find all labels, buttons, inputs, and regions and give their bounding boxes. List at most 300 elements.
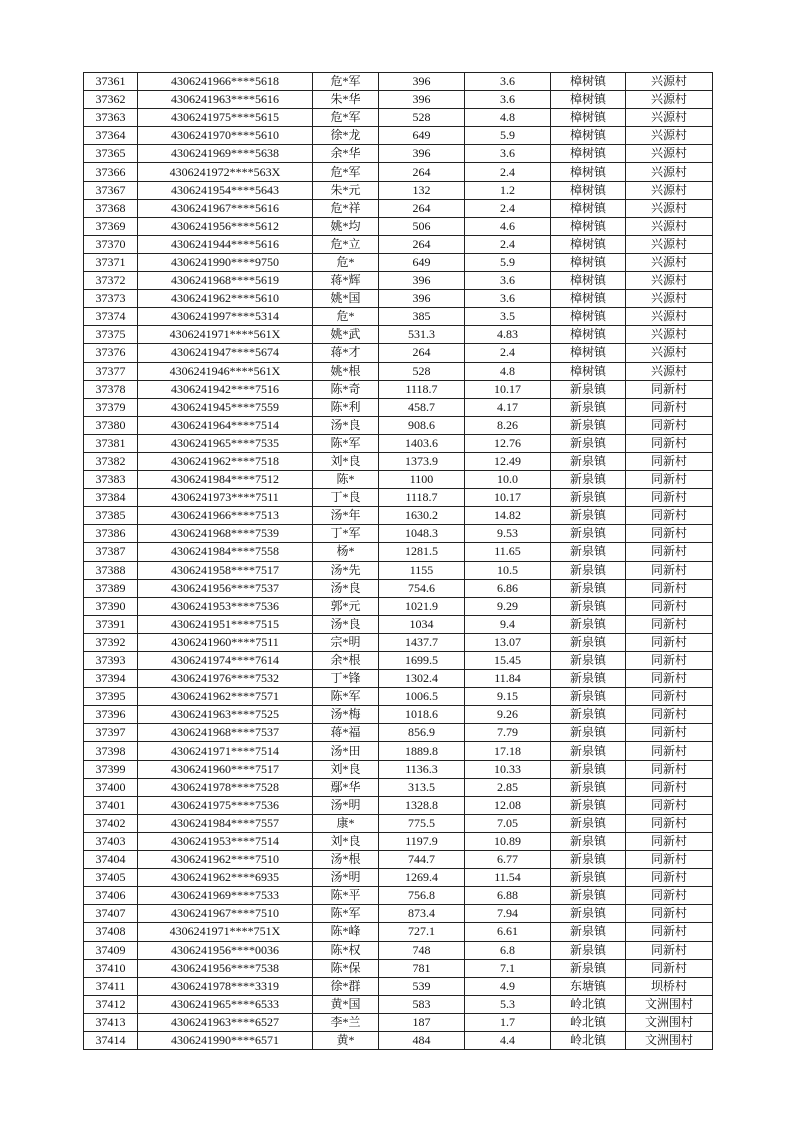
- cell-town: 新泉镇: [551, 670, 626, 688]
- cell-amount: 7.1: [465, 959, 551, 977]
- cell-id-number: 4306241956****0036: [138, 941, 313, 959]
- cell-amount: 6.77: [465, 851, 551, 869]
- cell-amount: 2.4: [465, 199, 551, 217]
- cell-id-number: 4306241967****7510: [138, 905, 313, 923]
- cell-village: 同新村: [626, 814, 713, 832]
- cell-town: 新泉镇: [551, 742, 626, 760]
- cell-town: 新泉镇: [551, 452, 626, 470]
- table-row: [84, 489, 713, 507]
- cell-name: 蒋*福: [313, 724, 379, 742]
- cell-town: 新泉镇: [551, 489, 626, 507]
- cell-town: 新泉镇: [551, 561, 626, 579]
- cell-village: 同新村: [626, 778, 713, 796]
- table-row: [84, 1013, 713, 1031]
- table-row: [84, 326, 713, 344]
- table-row: [84, 471, 713, 489]
- cell-row-number: 37391: [84, 615, 138, 633]
- cell-row-number: 37409: [84, 941, 138, 959]
- cell-amount: 2.4: [465, 235, 551, 253]
- cell-id-number: 4306241973****7511: [138, 489, 313, 507]
- data-table: [83, 72, 713, 1050]
- cell-row-number: 37378: [84, 380, 138, 398]
- cell-village: 同新村: [626, 869, 713, 887]
- cell-town: 樟树镇: [551, 326, 626, 344]
- cell-area: 583: [379, 995, 465, 1013]
- cell-row-number: 37402: [84, 814, 138, 832]
- cell-area: 396: [379, 290, 465, 308]
- cell-town: 樟树镇: [551, 181, 626, 199]
- cell-amount: 10.5: [465, 561, 551, 579]
- cell-area: 1006.5: [379, 688, 465, 706]
- table-row: [84, 91, 713, 109]
- cell-village: 同新村: [626, 760, 713, 778]
- cell-amount: 15.45: [465, 652, 551, 670]
- cell-amount: 9.4: [465, 615, 551, 633]
- cell-id-number: 4306241971****7514: [138, 742, 313, 760]
- cell-name: 蒋*辉: [313, 272, 379, 290]
- cell-row-number: 37390: [84, 597, 138, 615]
- cell-town: 新泉镇: [551, 633, 626, 651]
- cell-id-number: 4306241968****7537: [138, 724, 313, 742]
- cell-amount: 6.8: [465, 941, 551, 959]
- cell-name: 危*军: [313, 109, 379, 127]
- cell-name: 汤*年: [313, 507, 379, 525]
- cell-id-number: 4306241971****561X: [138, 326, 313, 344]
- cell-name: 汤*先: [313, 561, 379, 579]
- cell-row-number: 37389: [84, 579, 138, 597]
- cell-village: 兴源村: [626, 290, 713, 308]
- cell-name: 陈*峰: [313, 923, 379, 941]
- cell-area: 1699.5: [379, 652, 465, 670]
- cell-village: 兴源村: [626, 181, 713, 199]
- cell-id-number: 4306241960****7517: [138, 760, 313, 778]
- cell-town: 新泉镇: [551, 688, 626, 706]
- cell-town: 新泉镇: [551, 507, 626, 525]
- cell-town: 新泉镇: [551, 941, 626, 959]
- cell-id-number: 4306241942****7516: [138, 380, 313, 398]
- cell-village: 同新村: [626, 452, 713, 470]
- table-row: [84, 290, 713, 308]
- cell-row-number: 37367: [84, 181, 138, 199]
- cell-name: 汤*良: [313, 416, 379, 434]
- cell-id-number: 4306241962****7518: [138, 452, 313, 470]
- cell-name: 陈*军: [313, 688, 379, 706]
- cell-area: 264: [379, 344, 465, 362]
- cell-village: 兴源村: [626, 253, 713, 271]
- cell-area: 539: [379, 977, 465, 995]
- cell-town: 岭北镇: [551, 1013, 626, 1031]
- cell-area: 649: [379, 127, 465, 145]
- cell-amount: 11.84: [465, 670, 551, 688]
- cell-village: 同新村: [626, 959, 713, 977]
- cell-amount: 2.4: [465, 163, 551, 181]
- cell-amount: 4.83: [465, 326, 551, 344]
- cell-id-number: 4306241962****7571: [138, 688, 313, 706]
- table-row: [84, 163, 713, 181]
- cell-row-number: 37368: [84, 199, 138, 217]
- cell-village: 同新村: [626, 471, 713, 489]
- cell-village: 文洲围村: [626, 1013, 713, 1031]
- cell-row-number: 37412: [84, 995, 138, 1013]
- cell-name: 丁*锋: [313, 670, 379, 688]
- cell-town: 新泉镇: [551, 832, 626, 850]
- table-row: [84, 507, 713, 525]
- cell-village: 兴源村: [626, 344, 713, 362]
- cell-name: 陈*: [313, 471, 379, 489]
- cell-row-number: 37376: [84, 344, 138, 362]
- cell-row-number: 37395: [84, 688, 138, 706]
- cell-town: 樟树镇: [551, 290, 626, 308]
- cell-id-number: 4306241997****5314: [138, 308, 313, 326]
- cell-town: 东塘镇: [551, 977, 626, 995]
- table-row: [84, 579, 713, 597]
- table-row: [84, 597, 713, 615]
- cell-name: 杨*: [313, 543, 379, 561]
- cell-name: 刘*良: [313, 832, 379, 850]
- cell-id-number: 4306241967****5616: [138, 199, 313, 217]
- cell-village: 同新村: [626, 615, 713, 633]
- table-row: [84, 145, 713, 163]
- cell-amount: 6.61: [465, 923, 551, 941]
- cell-town: 樟树镇: [551, 272, 626, 290]
- cell-area: 1034: [379, 615, 465, 633]
- cell-name: 危*: [313, 308, 379, 326]
- cell-row-number: 37406: [84, 887, 138, 905]
- cell-area: 132: [379, 181, 465, 199]
- cell-village: 同新村: [626, 561, 713, 579]
- cell-town: 新泉镇: [551, 760, 626, 778]
- cell-row-number: 37397: [84, 724, 138, 742]
- cell-area: 748: [379, 941, 465, 959]
- cell-id-number: 4306241946****561X: [138, 362, 313, 380]
- table-row: [84, 670, 713, 688]
- cell-row-number: 37399: [84, 760, 138, 778]
- cell-town: 樟树镇: [551, 163, 626, 181]
- cell-row-number: 37401: [84, 796, 138, 814]
- table-row: [84, 362, 713, 380]
- cell-row-number: 37373: [84, 290, 138, 308]
- cell-row-number: 37393: [84, 652, 138, 670]
- cell-id-number: 4306241971****751X: [138, 923, 313, 941]
- cell-name: 康*: [313, 814, 379, 832]
- cell-village: 同新村: [626, 796, 713, 814]
- cell-area: 649: [379, 253, 465, 271]
- cell-area: 908.6: [379, 416, 465, 434]
- cell-town: 樟树镇: [551, 109, 626, 127]
- cell-village: 文洲围村: [626, 995, 713, 1013]
- cell-name: 汤*明: [313, 869, 379, 887]
- cell-town: 樟树镇: [551, 145, 626, 163]
- cell-area: 1302.4: [379, 670, 465, 688]
- table-row: [84, 869, 713, 887]
- cell-area: 396: [379, 91, 465, 109]
- cell-area: 528: [379, 109, 465, 127]
- table-row: [84, 778, 713, 796]
- cell-row-number: 37414: [84, 1031, 138, 1049]
- cell-village: 同新村: [626, 832, 713, 850]
- cell-row-number: 37400: [84, 778, 138, 796]
- cell-row-number: 37408: [84, 923, 138, 941]
- cell-area: 264: [379, 235, 465, 253]
- cell-id-number: 4306241978****3319: [138, 977, 313, 995]
- cell-town: 樟树镇: [551, 308, 626, 326]
- cell-amount: 5.9: [465, 253, 551, 271]
- cell-amount: 3.5: [465, 308, 551, 326]
- cell-town: 新泉镇: [551, 905, 626, 923]
- cell-town: 新泉镇: [551, 851, 626, 869]
- cell-village: 同新村: [626, 525, 713, 543]
- table-row: [84, 525, 713, 543]
- cell-town: 新泉镇: [551, 652, 626, 670]
- cell-name: 危*立: [313, 235, 379, 253]
- cell-town: 岭北镇: [551, 995, 626, 1013]
- cell-row-number: 37365: [84, 145, 138, 163]
- cell-id-number: 4306241963****6527: [138, 1013, 313, 1031]
- cell-village: 坝桥村: [626, 977, 713, 995]
- cell-id-number: 4306241953****7514: [138, 832, 313, 850]
- cell-name: 汤*良: [313, 579, 379, 597]
- cell-id-number: 4306241984****7557: [138, 814, 313, 832]
- cell-id-number: 4306241954****5643: [138, 181, 313, 199]
- cell-name: 陈*奇: [313, 380, 379, 398]
- table-row: [84, 796, 713, 814]
- cell-area: 264: [379, 199, 465, 217]
- cell-name: 丁*军: [313, 525, 379, 543]
- cell-row-number: 37410: [84, 959, 138, 977]
- cell-id-number: 4306241944****5616: [138, 235, 313, 253]
- cell-row-number: 37394: [84, 670, 138, 688]
- cell-town: 新泉镇: [551, 380, 626, 398]
- cell-id-number: 4306241963****5616: [138, 91, 313, 109]
- cell-area: 1155: [379, 561, 465, 579]
- cell-village: 同新村: [626, 742, 713, 760]
- cell-amount: 2.4: [465, 344, 551, 362]
- cell-town: 樟树镇: [551, 73, 626, 91]
- cell-row-number: 37377: [84, 362, 138, 380]
- cell-name: 余*根: [313, 652, 379, 670]
- cell-name: 徐*群: [313, 977, 379, 995]
- cell-id-number: 4306241978****7528: [138, 778, 313, 796]
- cell-id-number: 4306241984****7558: [138, 543, 313, 561]
- cell-village: 同新村: [626, 416, 713, 434]
- cell-area: 1118.7: [379, 489, 465, 507]
- cell-name: 陈*权: [313, 941, 379, 959]
- cell-amount: 3.6: [465, 73, 551, 91]
- cell-area: 313.5: [379, 778, 465, 796]
- table-row: [84, 887, 713, 905]
- cell-name: 刘*良: [313, 760, 379, 778]
- cell-row-number: 37387: [84, 543, 138, 561]
- table-row: [84, 543, 713, 561]
- cell-area: 856.9: [379, 724, 465, 742]
- cell-village: 同新村: [626, 670, 713, 688]
- cell-town: 樟树镇: [551, 344, 626, 362]
- cell-area: 1118.7: [379, 380, 465, 398]
- cell-amount: 5.3: [465, 995, 551, 1013]
- cell-area: 1403.6: [379, 434, 465, 452]
- cell-village: 兴源村: [626, 235, 713, 253]
- cell-name: 汤*根: [313, 851, 379, 869]
- cell-amount: 10.33: [465, 760, 551, 778]
- cell-area: 1373.9: [379, 452, 465, 470]
- cell-area: 781: [379, 959, 465, 977]
- cell-area: 1136.3: [379, 760, 465, 778]
- table-row: [84, 181, 713, 199]
- cell-area: 1100: [379, 471, 465, 489]
- table-body: [84, 73, 713, 1050]
- table-row: [84, 73, 713, 91]
- cell-amount: 9.29: [465, 597, 551, 615]
- cell-id-number: 4306241956****5612: [138, 217, 313, 235]
- cell-village: 同新村: [626, 398, 713, 416]
- cell-village: 兴源村: [626, 127, 713, 145]
- cell-name: 余*华: [313, 145, 379, 163]
- cell-row-number: 37411: [84, 977, 138, 995]
- cell-town: 樟树镇: [551, 362, 626, 380]
- cell-amount: 11.54: [465, 869, 551, 887]
- cell-town: 新泉镇: [551, 434, 626, 452]
- cell-town: 新泉镇: [551, 887, 626, 905]
- cell-amount: 6.88: [465, 887, 551, 905]
- cell-row-number: 37364: [84, 127, 138, 145]
- cell-row-number: 37371: [84, 253, 138, 271]
- cell-row-number: 37398: [84, 742, 138, 760]
- cell-area: 1269.4: [379, 869, 465, 887]
- table-row: [84, 977, 713, 995]
- cell-row-number: 37380: [84, 416, 138, 434]
- cell-name: 姚*均: [313, 217, 379, 235]
- cell-area: 396: [379, 145, 465, 163]
- cell-village: 同新村: [626, 507, 713, 525]
- cell-village: 兴源村: [626, 308, 713, 326]
- cell-name: 宗*明: [313, 633, 379, 651]
- cell-name: 姚*根: [313, 362, 379, 380]
- cell-town: 新泉镇: [551, 869, 626, 887]
- table-row: [84, 308, 713, 326]
- cell-amount: 4.8: [465, 109, 551, 127]
- cell-village: 文洲围村: [626, 1031, 713, 1049]
- cell-town: 新泉镇: [551, 796, 626, 814]
- cell-amount: 4.17: [465, 398, 551, 416]
- table-row: [84, 1031, 713, 1049]
- cell-amount: 3.6: [465, 290, 551, 308]
- cell-id-number: 4306241969****7533: [138, 887, 313, 905]
- cell-town: 新泉镇: [551, 814, 626, 832]
- table-row: [84, 199, 713, 217]
- cell-name: 黄*国: [313, 995, 379, 1013]
- cell-town: 樟树镇: [551, 253, 626, 271]
- cell-town: 樟树镇: [551, 91, 626, 109]
- cell-amount: 3.6: [465, 272, 551, 290]
- cell-area: 1021.9: [379, 597, 465, 615]
- cell-name: 陈*利: [313, 398, 379, 416]
- cell-amount: 17.18: [465, 742, 551, 760]
- cell-village: 同新村: [626, 579, 713, 597]
- cell-area: 744.7: [379, 851, 465, 869]
- cell-village: 兴源村: [626, 272, 713, 290]
- cell-name: 汤*明: [313, 796, 379, 814]
- cell-id-number: 4306241975****5615: [138, 109, 313, 127]
- cell-area: 1630.2: [379, 507, 465, 525]
- cell-village: 兴源村: [626, 145, 713, 163]
- table-row: [84, 959, 713, 977]
- cell-amount: 9.53: [465, 525, 551, 543]
- cell-village: 兴源村: [626, 362, 713, 380]
- cell-village: 同新村: [626, 489, 713, 507]
- cell-id-number: 4306241962****7510: [138, 851, 313, 869]
- table-row: [84, 452, 713, 470]
- cell-name: 刘*良: [313, 452, 379, 470]
- cell-area: 385: [379, 308, 465, 326]
- cell-village: 同新村: [626, 633, 713, 651]
- cell-village: 同新村: [626, 688, 713, 706]
- cell-row-number: 37372: [84, 272, 138, 290]
- table-row: [84, 814, 713, 832]
- table-row: [84, 688, 713, 706]
- cell-name: 危*军: [313, 73, 379, 91]
- cell-village: 兴源村: [626, 163, 713, 181]
- cell-id-number: 4306241975****7536: [138, 796, 313, 814]
- cell-id-number: 4306241963****7525: [138, 706, 313, 724]
- cell-amount: 6.86: [465, 579, 551, 597]
- cell-area: 775.5: [379, 814, 465, 832]
- cell-row-number: 37381: [84, 434, 138, 452]
- cell-area: 484: [379, 1031, 465, 1049]
- table-row: [84, 724, 713, 742]
- cell-row-number: 37403: [84, 832, 138, 850]
- cell-row-number: 37386: [84, 525, 138, 543]
- cell-name: 陈*平: [313, 887, 379, 905]
- cell-row-number: 37370: [84, 235, 138, 253]
- cell-row-number: 37369: [84, 217, 138, 235]
- table-row: [84, 235, 713, 253]
- cell-id-number: 4306241965****7535: [138, 434, 313, 452]
- cell-row-number: 37363: [84, 109, 138, 127]
- cell-amount: 1.2: [465, 181, 551, 199]
- cell-name: 陈*保: [313, 959, 379, 977]
- cell-area: 187: [379, 1013, 465, 1031]
- cell-amount: 9.15: [465, 688, 551, 706]
- cell-id-number: 4306241976****7532: [138, 670, 313, 688]
- cell-village: 同新村: [626, 543, 713, 561]
- table-row: [84, 344, 713, 362]
- cell-town: 新泉镇: [551, 724, 626, 742]
- cell-row-number: 37385: [84, 507, 138, 525]
- cell-town: 樟树镇: [551, 235, 626, 253]
- cell-name: 危*祥: [313, 199, 379, 217]
- cell-amount: 9.26: [465, 706, 551, 724]
- cell-id-number: 4306241969****5638: [138, 145, 313, 163]
- cell-village: 同新村: [626, 724, 713, 742]
- cell-row-number: 37413: [84, 1013, 138, 1031]
- cell-id-number: 4306241962****5610: [138, 290, 313, 308]
- cell-area: 528: [379, 362, 465, 380]
- cell-village: 同新村: [626, 887, 713, 905]
- table-row: [84, 742, 713, 760]
- cell-amount: 3.6: [465, 145, 551, 163]
- cell-amount: 10.0: [465, 471, 551, 489]
- cell-village: 同新村: [626, 706, 713, 724]
- cell-row-number: 37396: [84, 706, 138, 724]
- cell-id-number: 4306241984****7512: [138, 471, 313, 489]
- cell-amount: 14.82: [465, 507, 551, 525]
- cell-town: 新泉镇: [551, 543, 626, 561]
- cell-town: 樟树镇: [551, 127, 626, 145]
- table-row: [84, 398, 713, 416]
- cell-amount: 11.65: [465, 543, 551, 561]
- cell-row-number: 37404: [84, 851, 138, 869]
- cell-village: 同新村: [626, 941, 713, 959]
